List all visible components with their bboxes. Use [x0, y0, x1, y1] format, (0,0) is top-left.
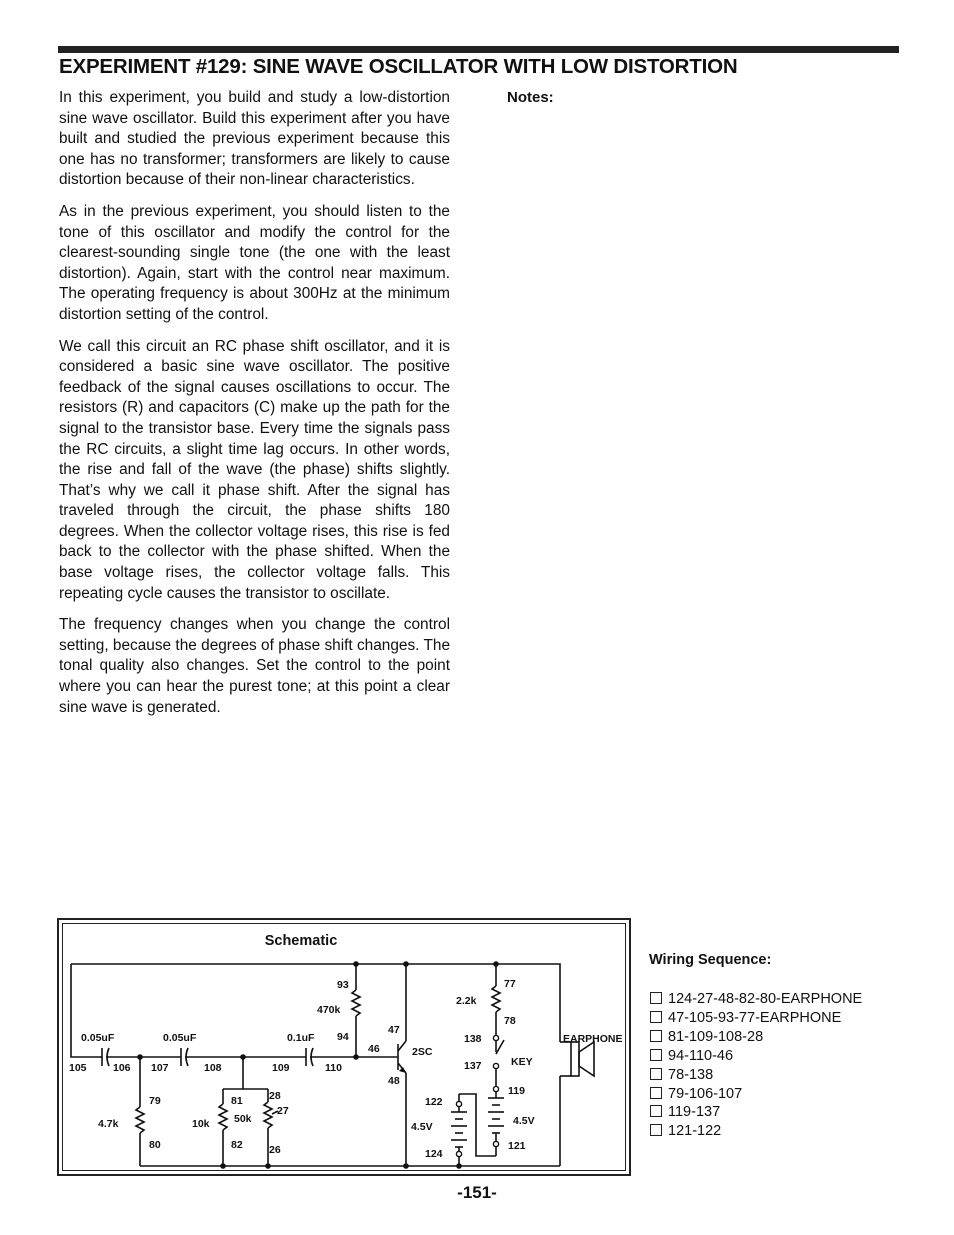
resistor-4k7-label: 4.7k: [98, 1118, 119, 1130]
cap3-label: 0.1uF: [287, 1032, 315, 1044]
node-28: 28: [269, 1090, 281, 1102]
node-119: 119: [508, 1085, 525, 1097]
checkbox-icon[interactable]: [650, 1124, 662, 1136]
pot-50k-label: 50k: [234, 1113, 252, 1125]
battery-left-label: 4.5V: [411, 1121, 433, 1133]
key-label: KEY: [511, 1056, 533, 1068]
node-108: 108: [204, 1062, 222, 1074]
schematic-frame: [57, 918, 631, 1176]
node-124: 124: [425, 1148, 443, 1160]
node-107: 107: [151, 1062, 169, 1074]
node-79: 79: [149, 1095, 161, 1107]
wiring-step: 81-109-108-28: [650, 1028, 862, 1047]
node-110: 110: [325, 1062, 342, 1074]
node-26: 26: [269, 1144, 281, 1156]
wiring-step: 47-105-93-77-EARPHONE: [650, 1009, 862, 1028]
earphone-label: EARPHONE: [563, 1033, 623, 1045]
transistor-label: 2SC: [412, 1046, 433, 1058]
node-109: 109: [272, 1062, 290, 1074]
wiring-step: 121-122: [650, 1122, 862, 1141]
checkbox-icon[interactable]: [650, 1068, 662, 1080]
checkbox-icon[interactable]: [650, 1105, 662, 1117]
node-121: 121: [508, 1140, 526, 1152]
wiring-step: 119-137: [650, 1103, 862, 1122]
battery-right-label: 4.5V: [513, 1115, 535, 1127]
wiring-sequence-list: [650, 990, 862, 1141]
checkbox-icon[interactable]: [650, 992, 662, 1004]
page-number: -151-: [457, 1183, 497, 1202]
paragraph-4: The frequency changes when you change the control setting, because the degrees of phase shift changes. The tonal quality also changes. Set the control to the point where you can hear the purest tone; at this point a clear sine wave is generated.: [59, 616, 450, 716]
resistor-10k-label: 10k: [192, 1118, 210, 1130]
node-27: 27: [277, 1105, 289, 1117]
resistor-470k-label: 470k: [317, 1004, 341, 1016]
wiring-step: 79-106-107: [650, 1085, 862, 1104]
checkbox-icon[interactable]: [650, 1011, 662, 1023]
node-94: 94: [337, 1031, 349, 1043]
checkbox-icon[interactable]: [650, 1049, 662, 1061]
notes-label: Notes:: [507, 89, 554, 106]
node-78: 78: [504, 1015, 516, 1027]
paragraph-3: We call this circuit an RC phase shift oscillator, and it is considered a basic sine wave oscillator. The positive feedback of the signal causes oscillations to occur. The resistors (R) and capacitors (C) make up the path for the signal to the transistor base. Every time the signals pass the RC circuits, a slight time lag occurs. In other words, the rise and fall of the wave (the phase) shifts slightly. That’s why we call it phase shift. After the signal has traveled through the circuit, the phase shifts 180 degrees. When the collector voltage rises, this rise is fed back to the collector with the phase shifted. When the base voltage rises, the collector voltage falls. This repeating cycle causes the transistor to oscillate.: [59, 337, 450, 602]
node-106: 106: [113, 1062, 131, 1074]
checkbox-icon[interactable]: [650, 1030, 662, 1042]
header-rule: [58, 46, 899, 53]
schematic-diagram: [63, 924, 629, 1174]
resistor-2k2-label: 2.2k: [456, 995, 477, 1007]
node-47: 47: [388, 1024, 400, 1036]
node-122: 122: [425, 1096, 443, 1108]
node-81: 81: [231, 1095, 243, 1107]
node-137: 137: [464, 1060, 482, 1072]
cap2-label: 0.05uF: [163, 1032, 197, 1044]
node-80: 80: [149, 1139, 161, 1151]
node-82: 82: [231, 1139, 243, 1151]
node-93: 93: [337, 979, 349, 991]
paragraph-1: In this experiment, you build and study a low-distortion sine wave oscillator. Build this experiment after you have built and studied the previous experiment because this one has no transformer; transformers are likely to cause distortion because of their non-linear characteristics.: [59, 89, 450, 189]
node-46: 46: [368, 1043, 380, 1055]
page-title: EXPERIMENT #129: SINE WAVE OSCILLATOR WITH LOW DISTORTION: [59, 55, 738, 78]
node-48: 48: [388, 1075, 400, 1087]
node-138: 138: [464, 1033, 482, 1045]
cap1-label: 0.05uF: [81, 1032, 115, 1044]
wiring-sequence-title: Wiring Sequence:: [649, 952, 772, 968]
node-77: 77: [504, 978, 516, 990]
checkbox-icon[interactable]: [650, 1087, 662, 1099]
wiring-step: 124-27-48-82-80-EARPHONE: [650, 990, 862, 1009]
node-105: 105: [69, 1062, 87, 1074]
schematic-title: Schematic: [264, 933, 338, 949]
wiring-step: 78-138: [650, 1066, 862, 1085]
wiring-step: 94-110-46: [650, 1047, 862, 1066]
paragraph-2: As in the previous experiment, you should listen to the tone of this oscillator and modify the control for the clearest-sounding single tone (the one with the least distortion). Again, start with the control near maximum. The operating frequency is about 300Hz at the minimum distortion setting of the control.: [59, 202, 450, 323]
body-text: [59, 88, 450, 729]
